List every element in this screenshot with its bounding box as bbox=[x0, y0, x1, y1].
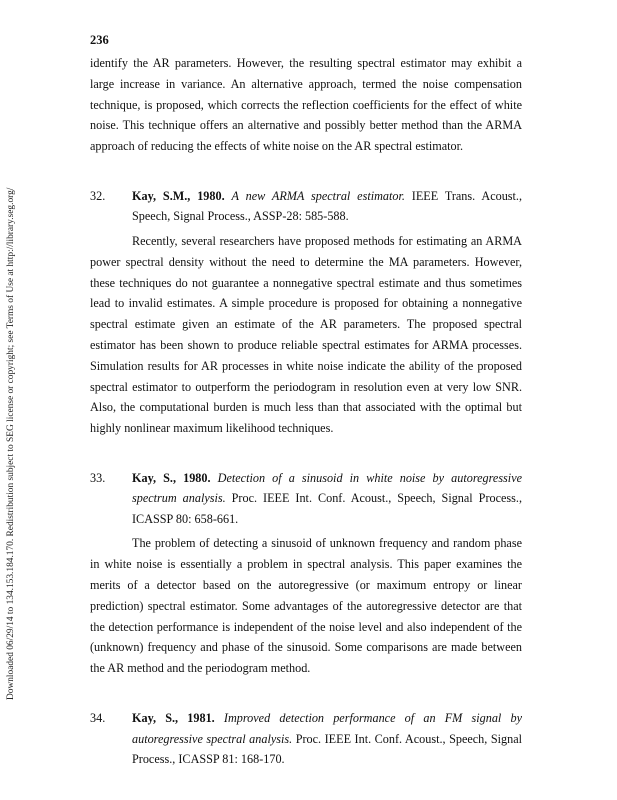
citation-author: Kay, S., 1980. bbox=[132, 470, 211, 485]
download-notice: Downloaded 06/29/14 to 134.153.184.170. Redistribution subject to SEG license or copyright; see Terms of Use at http://library.seg.org/ bbox=[6, 187, 16, 700]
entry-number: 34. bbox=[90, 711, 106, 726]
citation-source: Proc. IEEE Int. Conf. Acoust., Speech, Signal Process., ICASSP 80: 658-661. bbox=[132, 491, 522, 526]
reference-entry-34 bbox=[90, 708, 522, 770]
citation bbox=[90, 186, 522, 227]
citation-author: Kay, S.M., 1980. bbox=[132, 188, 225, 203]
reference-entry-32 bbox=[90, 186, 522, 439]
entry-number: 32. bbox=[90, 188, 106, 203]
entry-number: 33. bbox=[90, 470, 106, 485]
citation-source: IEEE Trans. Acoust., Speech, Signal Process., ASSP-28: 585-588. bbox=[132, 188, 523, 224]
citation bbox=[90, 708, 522, 770]
abstract-paragraph: Recently, several researchers have proposed methods for estimating an ARMA power spectral density without the need to determine the MA parameters. However, these techniques do not guarantee a nonnegative spectral estimate and thus sometimes lead to invalid estimates. A simple procedure is proposed for obtaining a nonnegative spectral estimate given an estimate of the AR parameters. The proposed spectral estimator has been shown to produce reliable spectral estimates for ARMA processes. Simulation results for AR processes in white noise indicate the ability of the proposed spectral estimator to outperform the periodogram in resolution even at very low SNR. Also, the computational burden is much less than that associated with the optimal but highly nonlinear maximum likelihood techniques. bbox=[90, 233, 522, 436]
citation bbox=[90, 468, 522, 530]
citation-source: Proc. IEEE Int. Conf. Acoust., Speech, Signal Process., ICASSP 81: 168-170. bbox=[132, 731, 522, 767]
abstract-paragraph: The problem of detecting a sinusoid of unknown frequency and random phase in white noise is essentially a problem in spectral analysis. This paper examines the merits of a detector based on the autoregressive (or maximum entropy or linear prediction) spectral estimator. Some advantages of the autoregressive detector are that the detection performance is independent of the noise level and also independent of the (unknown) frequency and phase of the sinusoid. Some comparisons are made between the AR method and the periodogram method. bbox=[90, 536, 522, 676]
citation-title: A new ARMA spectral estimator. bbox=[231, 188, 405, 203]
intro-paragraph: identify the AR parameters. However, the resulting spectral estimator may exhibit a large increase in variance. An alternative approach, termed the noise compensation technique, is proposed, which corrects the reflection coefficients for the effect of white noise. This technique offers an alternative and possibly better method than the ARMA approach of reducing the effects of white noise on the AR spectral estimator. bbox=[90, 56, 522, 154]
page-content bbox=[90, 53, 522, 770]
citation-author: Kay, S., 1981. bbox=[132, 711, 215, 726]
page-number: 236 bbox=[90, 33, 109, 47]
citation-title: Improved detection performance of an FM signal by autoregressive spectral analysis. bbox=[132, 711, 523, 746]
citation-title: Detection of a sinusoid in white noise by autoregressive spectrum analysis. bbox=[132, 470, 523, 506]
reference-entry-33 bbox=[90, 468, 522, 679]
